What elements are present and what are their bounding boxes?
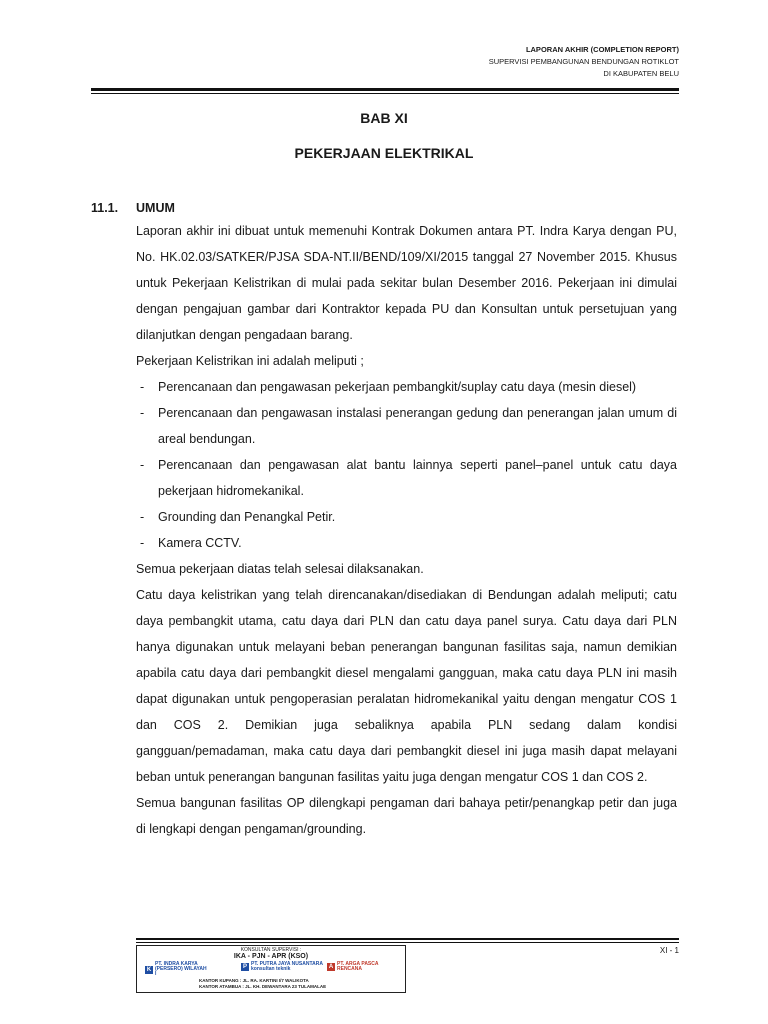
report-header xyxy=(489,44,679,80)
putra-jaya-logo-icon: P xyxy=(242,964,247,970)
header-location: DI KABUPATEN BELU xyxy=(603,69,679,78)
address-atambua: KANTOR ATAMBUA : JL. KH. DEWANTARA 23 TULAMALAE xyxy=(199,983,327,989)
section-title: UMUM xyxy=(136,201,175,215)
list-item-text: Perencanaan dan pengawasan instalasi penerangan gedung dan penerangan jalan umum di areal bendungan. xyxy=(158,406,677,446)
header-report-title: LAPORAN AKHIR (COMPLETION REPORT) xyxy=(525,45,679,54)
header-project-name: SUPERVISI PEMBANGUNAN BENDUNGAN ROTIKLOT xyxy=(488,57,679,66)
footer-rule-thin xyxy=(136,942,679,943)
list-item xyxy=(136,400,677,452)
consultant-name: IKA - PJN - APR (KSO) xyxy=(233,953,309,960)
list-item xyxy=(136,530,677,556)
list-item-text: Grounding dan Penangkal Petir. xyxy=(158,510,336,524)
arga-pasca-logo xyxy=(327,962,401,972)
header-rule-thin xyxy=(91,93,679,94)
logo-text: PT. ARGA PASCA RENCANA xyxy=(337,961,379,972)
footer-rule xyxy=(136,938,679,940)
list-item xyxy=(136,504,677,530)
putra-jaya-logo xyxy=(241,962,323,972)
list-bullet: - xyxy=(140,510,145,524)
list-item-text: Perencanaan dan pengawasan pekerjaan pembangkit/suplay catu daya (mesin diesel) xyxy=(158,380,637,394)
list-item xyxy=(136,374,677,400)
paragraph-completion: Semua pekerjaan diatas telah selesai dilaksanakan. xyxy=(136,562,424,576)
list-item xyxy=(136,452,677,504)
header-rule xyxy=(91,88,679,91)
scope-list xyxy=(136,374,677,556)
paragraph-scope-lead: Pekerjaan Kelistrikan ini adalah meliputi ; xyxy=(136,354,364,368)
chapter-title: PEKERJAAN ELEKTRIKAL xyxy=(294,145,474,161)
paragraph-power-supply: Catu daya kelistrikan yang telah direncanakan/disediakan di Bendungan adalah meliputi; catu daya pembangkit utama, catu daya dari PLN dan catu daya panel surya. Catu daya dari PLN hanya digunakan untuk melayani beban penerangan bangunan fasilitas saja, namun demikian apabila catu daya dari pembangkit diesel mengalami gangguan, maka catu daya PLN ini masih dapat digunakan untuk pengoperasian peralatan hidromekanikal yaitu dengan mengatur COS 1 dan COS 2. Demikian juga sebaliknya apabila PLN sedang dalam kondisi gangguan/pemadaman, maka catu daya dari pembangkit diesel ini juga masih dapat melayani beban untuk penerangan bangunan fasilitas yaitu juga dengan mengatur COS 1 dan COS 2. xyxy=(136,588,677,784)
list-item-text: Kamera CCTV. xyxy=(158,536,242,550)
logo-text: PT. INDRA KARYA (PERSERO) WILAYAH I xyxy=(155,961,207,977)
indra-karya-logo xyxy=(145,962,207,977)
paragraph-intro: Laporan akhir ini dibuat untuk memenuhi Kontrak Dokumen antara PT. Indra Karya dengan PU, No. HK.02.03/SATKER/PJSA SDA-NT.II/BEND/109/XI/2015 tanggal 27 November 2015. Khusus untuk Pekerjaan Kelistrikan di mulai pada sekitar bulan Desember 2016. Pekerjaan ini dimulai dengan pengajuan gambar dari Kontraktor kepada PU dan Konsultan untuk persetujuan yang dilanjutkan dengan pengadaan barang. xyxy=(136,224,677,342)
page-number: XI - 1 xyxy=(659,946,679,955)
address-kupang: KANTOR KUPANG : JL. RA. KARTINI I/7 WALIKOTA xyxy=(199,978,309,983)
indra-karya-logo-icon: K xyxy=(146,966,152,973)
section-number: 11.1. xyxy=(91,201,119,215)
list-bullet: - xyxy=(140,536,145,550)
list-item-text: Perencanaan dan pengawasan alat bantu lainnya seperti panel–panel untuk catu daya pekerjaan hidromekanikal. xyxy=(158,458,677,498)
chapter-number: BAB XI xyxy=(360,110,408,126)
list-bullet: - xyxy=(140,458,145,472)
consultant-addresses xyxy=(199,978,326,989)
paragraph-protection: Semua bangunan fasilitas OP dilengkapi pengaman dari bahaya petir/penangkap petir dan juga di lengkapi dengan pengaman/grounding. xyxy=(136,796,677,836)
list-bullet: - xyxy=(140,380,145,394)
section-body xyxy=(136,218,677,842)
logo-text: PT. PUTRA JAYA NUSANTARA konsultan teknik xyxy=(251,961,323,972)
consultant-stamp xyxy=(136,945,406,993)
list-bullet: - xyxy=(140,406,145,420)
arga-pasca-logo-icon: A xyxy=(328,964,334,970)
consultant-label: KONSULTAN SUPERVISI : xyxy=(240,947,302,953)
